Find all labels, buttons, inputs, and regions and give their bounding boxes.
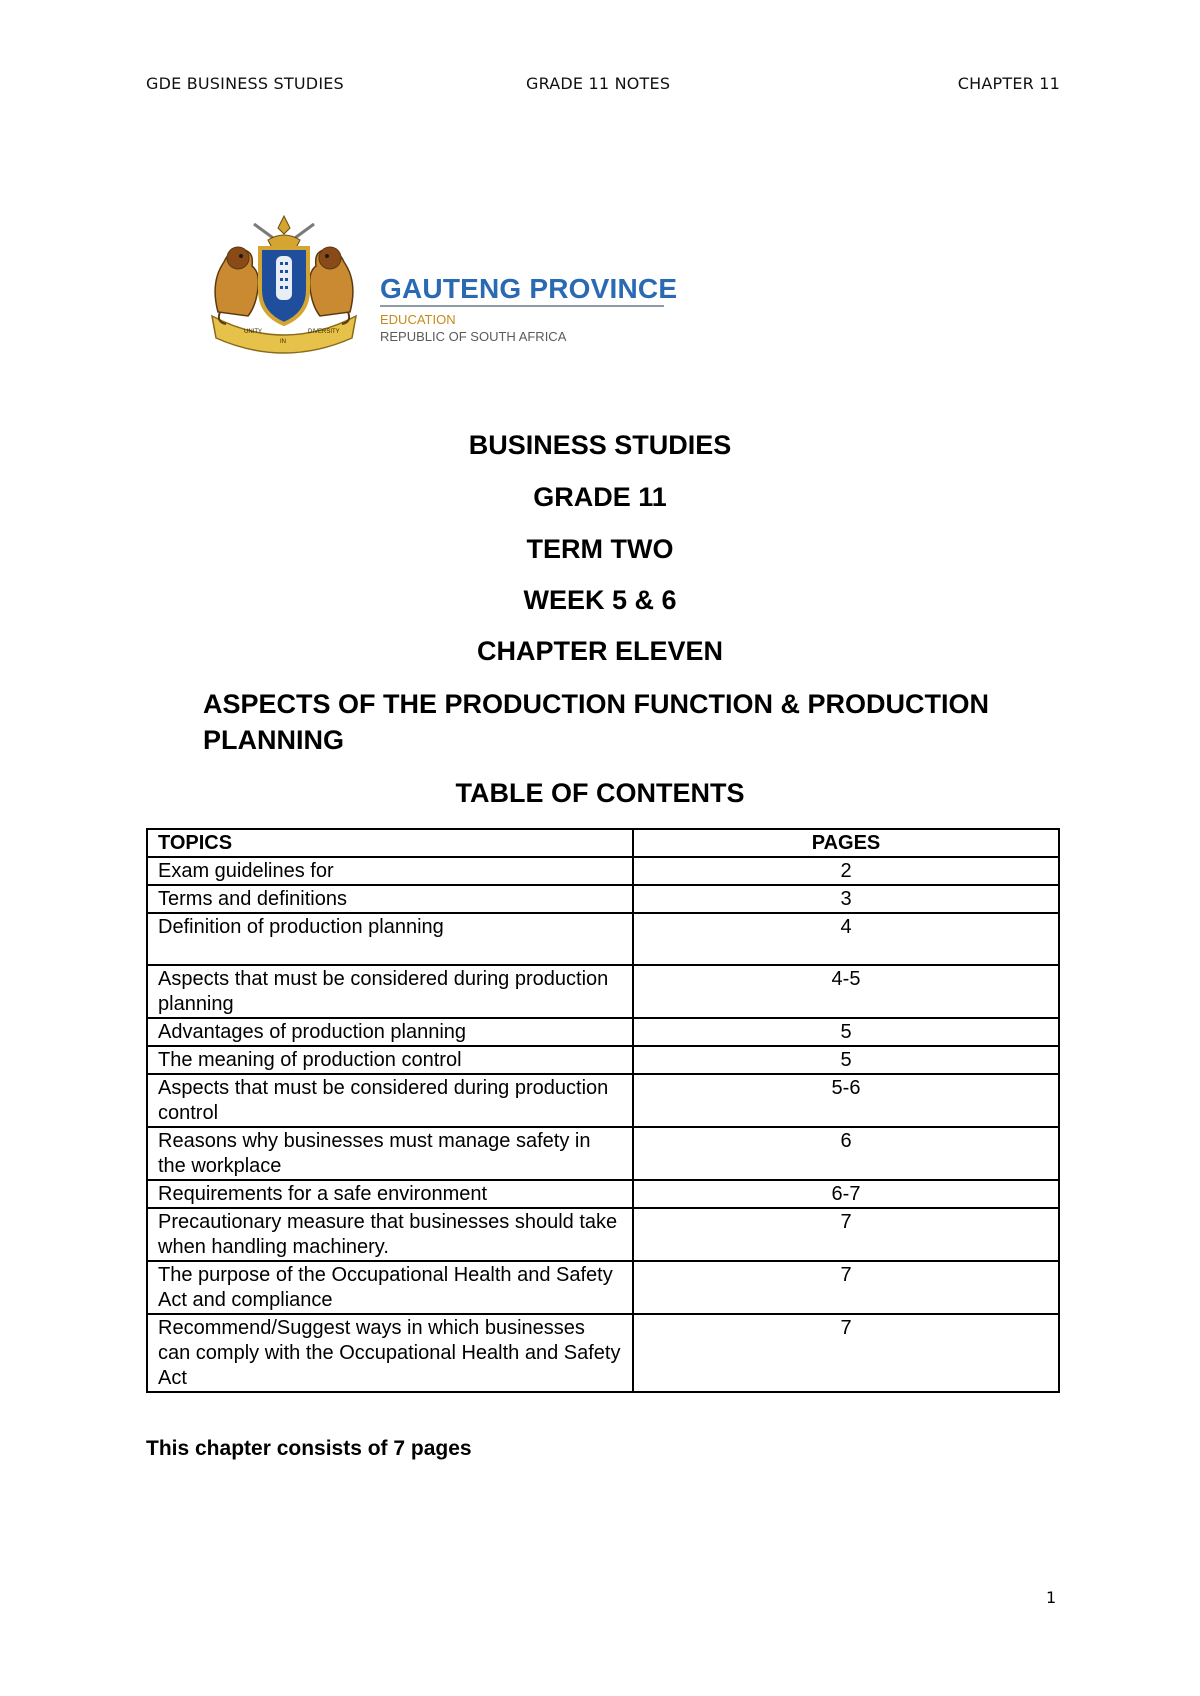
toc-topic-cell: The purpose of the Occupational Health and Safety Act and compliance [147,1261,633,1314]
ribbon-text-unity: UNITY [244,329,262,335]
toc-topic-cell: Advantages of production planning [147,1018,633,1046]
table-row [147,1208,1059,1261]
table-of-contents [146,828,1060,1393]
toc-pages-cell: 7 [633,1208,1059,1261]
toc-pages-cell: 4-5 [633,965,1059,1018]
subject-title: BUSINESS STUDIES [468,430,732,460]
toc-topic-cell: Terms and definitions [147,885,633,913]
toc-topic-cell: Aspects that must be considered during production planning [147,965,633,1018]
chapter-length-note: This chapter consists of 7 pages [146,1437,472,1460]
page-number: 1 [1046,1588,1057,1607]
week-title: WEEK 5 & 6 [523,585,677,615]
toc-pages-cell: 3 [633,885,1059,913]
table-row [147,913,1059,965]
grade-title: GRADE 11 [533,482,667,512]
toc-pages-cell: 7 [633,1261,1059,1314]
header-left: GDE BUSINESS STUDIES [146,74,344,93]
toc-pages-cell: 5 [633,1046,1059,1074]
table-row [147,1046,1059,1074]
toc-heading: TABLE OF CONTENTS [455,778,745,808]
toc-pages-cell: 5 [633,1018,1059,1046]
table-row [147,857,1059,885]
toc-header-topics: TOPICS [147,829,633,857]
toc-pages-cell: 6-7 [633,1180,1059,1208]
chapter-title: CHAPTER ELEVEN [476,636,724,666]
table-row [147,965,1059,1018]
toc-topic-cell: Definition of production planning [147,913,633,965]
term-title: TERM TWO [526,534,674,564]
ribbon-text-in: IN [280,339,286,345]
table-row [147,1314,1059,1392]
toc-header-row [147,829,1059,857]
toc-header-pages: PAGES [633,829,1059,857]
page-header [146,74,1060,98]
header-right: CHAPTER 11 [957,74,1060,93]
table-row [147,1261,1059,1314]
table-row [147,1180,1059,1208]
toc-topic-cell: Recommend/Suggest ways in which businesses can comply with the Occupational Health and Safety Act [147,1314,633,1392]
toc-topic-cell: Precautionary measure that businesses should take when handling machinery. [147,1208,633,1261]
toc-topic-cell: The meaning of production control [147,1046,633,1074]
toc-topic-cell: Exam guidelines for [147,857,633,885]
table-row [147,885,1059,913]
toc-pages-cell: 4 [633,913,1059,965]
header-center: GRADE 11 NOTES [526,74,671,93]
ribbon-text-diversity: DIVERSITY [308,329,340,335]
toc-topic-cell: Requirements for a safe environment [147,1180,633,1208]
table-row [147,1018,1059,1046]
coat-of-arms-icon [204,212,364,362]
toc-pages-cell: 5-6 [633,1074,1059,1127]
toc-topic-cell: Reasons why businesses must manage safety in the workplace [147,1127,633,1180]
gauteng-logo [204,212,678,362]
table-row [147,1127,1059,1180]
logo-subtitle-country: REPUBLIC OF SOUTH AFRICA [380,329,567,344]
logo-subtitle: EDUCATION [380,312,456,327]
logo-title: GAUTENG PROVINCE [380,273,678,304]
toc-pages-cell: 2 [633,857,1059,885]
table-row [147,1074,1059,1127]
toc-pages-cell: 7 [633,1314,1059,1392]
chapter-topic-heading: ASPECTS OF THE PRODUCTION FUNCTION & PRODUCTION PLANNING [203,689,990,755]
logo-wordmark [380,274,680,346]
toc-pages-cell: 6 [633,1127,1059,1180]
toc-topic-cell: Aspects that must be considered during production control [147,1074,633,1127]
logo-divider [380,305,664,307]
